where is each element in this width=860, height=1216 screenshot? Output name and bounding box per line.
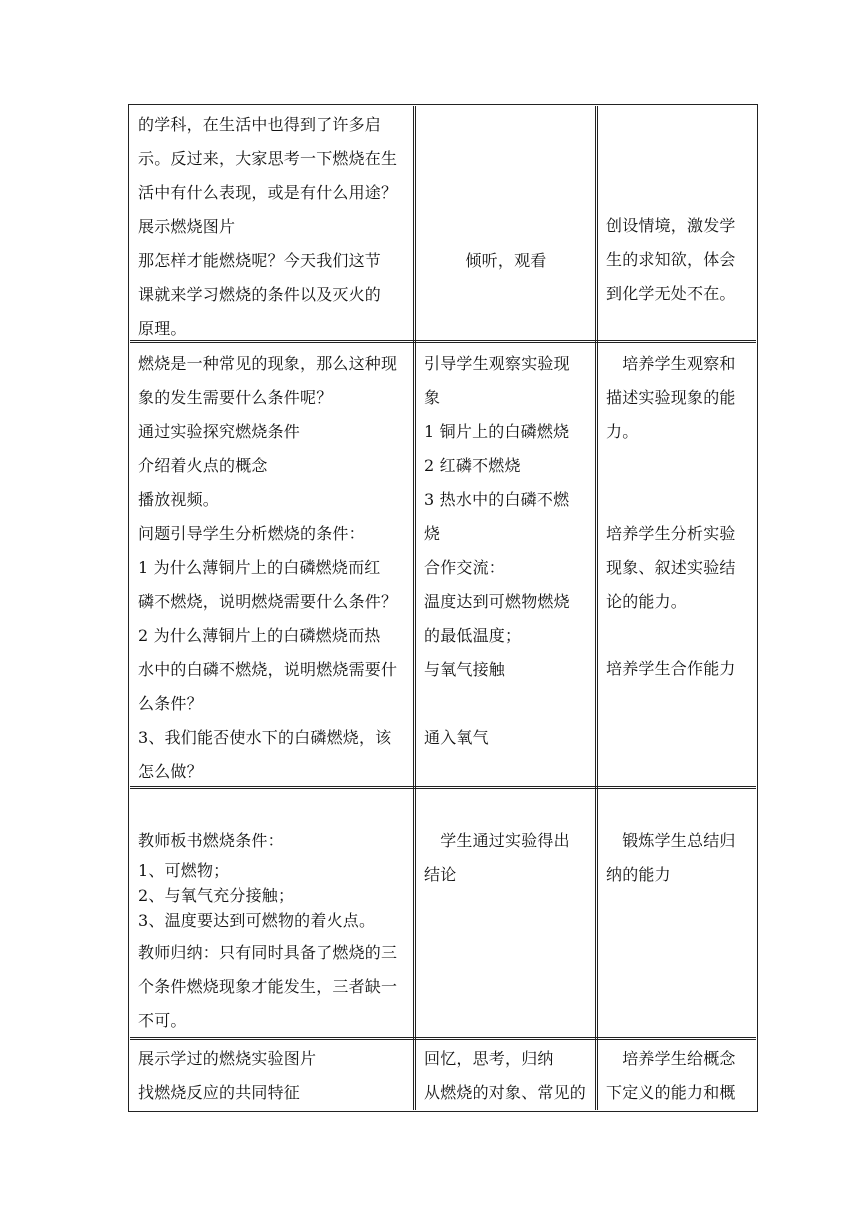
text-line: 到化学无处不在。: [606, 284, 736, 303]
text-line: 播放视频。: [138, 490, 220, 509]
text-line: 象: [424, 388, 441, 407]
text-line: 示。反过来，大家思考一下燃烧在生: [138, 149, 398, 168]
text-line: 培养学生分析实验: [606, 524, 736, 543]
text-line: 温度达到可燃物燃烧: [424, 592, 570, 611]
text-line: 找燃烧反应的共同特征: [138, 1083, 301, 1102]
text-line: 教师板书燃烧条件：: [138, 831, 284, 850]
text-line: 锻炼学生总结归: [606, 831, 736, 850]
text-line: 水中的白磷不燃烧，说明燃烧需要什: [138, 660, 398, 679]
row3-summary: [138, 936, 408, 1038]
row3-student-cell: [424, 824, 592, 892]
text-line: 原理。: [138, 319, 187, 338]
text-line: 创设情境，激发学: [606, 216, 736, 235]
column-divider: [595, 106, 598, 1110]
text-line: 燃烧是一种常见的现象，那么这种现: [138, 354, 398, 373]
text-line: 学生通过实验得出: [424, 831, 570, 850]
text-line: 引导学生观察实验现: [424, 354, 570, 373]
text-line: 活中有什么表现，或是有什么用途？: [138, 183, 398, 202]
text-line: [424, 687, 592, 721]
row1-teacher-cell: [138, 108, 408, 346]
row3-condition-list: [138, 858, 408, 933]
text-line: 么条件？: [138, 694, 203, 713]
text-line: 的学科，在生活中也得到了许多启: [138, 115, 382, 134]
text-line: 从燃烧的对象、常见的: [424, 1083, 587, 1102]
row1-student-cell: [418, 244, 594, 278]
text-line: 磷不燃烧，说明燃烧需要什么条件？: [138, 592, 398, 611]
row2-student-cell: [424, 347, 592, 755]
row3-teacher-cell: [138, 824, 408, 858]
text-line: 的最低温度；: [424, 626, 522, 645]
row2-intent-cell: [606, 347, 754, 449]
text-line: 烧: [424, 524, 441, 543]
text-line: 问题引导学生分析燃烧的条件：: [138, 524, 365, 543]
text-line: 培养学生合作能力: [606, 659, 736, 678]
row2-teacher-cell: [138, 347, 408, 789]
text-line: 课就来学习燃烧的条件以及灭火的: [138, 285, 382, 304]
list-item: 1、可燃物；: [138, 861, 230, 880]
list-item: 2、与氧气充分接触；: [138, 886, 295, 905]
text-line: 结论: [424, 865, 457, 884]
text-line: 2 为什么薄铜片上的白磷燃烧而热: [138, 626, 381, 645]
text-line: 3、我们能否使水下的白磷燃烧，该: [138, 728, 392, 747]
text-line: 纳的能力: [606, 865, 671, 884]
text-line: 合作交流：: [424, 558, 506, 577]
text-line: 展示学过的燃烧实验图片: [138, 1049, 317, 1068]
text-line: 教师归纳：只有同时具备了燃烧的三: [138, 943, 398, 962]
text-line: 1 铜片上的白磷燃烧: [424, 422, 570, 441]
text-line: 象的发生需要什么条件呢？: [138, 388, 333, 407]
text-line: 不可。: [138, 1011, 187, 1030]
row3-intent-cell: [606, 824, 754, 892]
text-line: 通入氧气: [424, 728, 489, 747]
text-line: 论的能力。: [606, 592, 688, 611]
text-line: 现象、叙述实验结: [606, 558, 736, 577]
text-line: 介绍着火点的概念: [138, 456, 268, 475]
row2-intent-cell-b: [606, 517, 754, 619]
row4-teacher-cell: [138, 1042, 408, 1110]
text-line: 1 为什么薄铜片上的白磷燃烧而红: [138, 558, 381, 577]
text-line: 回忆，思考，归纳: [424, 1049, 554, 1068]
text-line: 2 红磷不燃烧: [424, 456, 521, 475]
text-line: 3 热水中的白磷不燃: [424, 490, 570, 509]
text-line: 培养学生给概念: [606, 1049, 736, 1068]
row4-intent-cell: [606, 1042, 754, 1110]
row2-intent-cell-c: [606, 652, 754, 686]
list-item: 3、温度要达到可燃物的着火点。: [138, 911, 376, 930]
row1-intent-cell: [606, 209, 754, 311]
text-line: 力。: [606, 422, 639, 441]
text-line: 描述实验现象的能: [606, 388, 736, 407]
text-line: 个条件燃烧现象才能发生，三者缺一: [138, 977, 398, 996]
text-line: 培养学生观察和: [606, 354, 736, 373]
text-line: 倾听，观看: [465, 251, 547, 270]
text-line: 生的求知欲，体会: [606, 250, 736, 269]
column-divider: [413, 106, 416, 1110]
text-line: 展示燃烧图片: [138, 217, 236, 236]
text-line: 通过实验探究燃烧条件: [138, 422, 301, 441]
text-line: 那怎样才能燃烧呢？今天我们这节: [138, 251, 382, 270]
text-line: 与氧气接触: [424, 660, 506, 679]
row4-student-cell: [424, 1042, 592, 1110]
text-line: 下定义的能力和概: [606, 1083, 736, 1102]
text-line: 怎么做？: [138, 762, 203, 781]
